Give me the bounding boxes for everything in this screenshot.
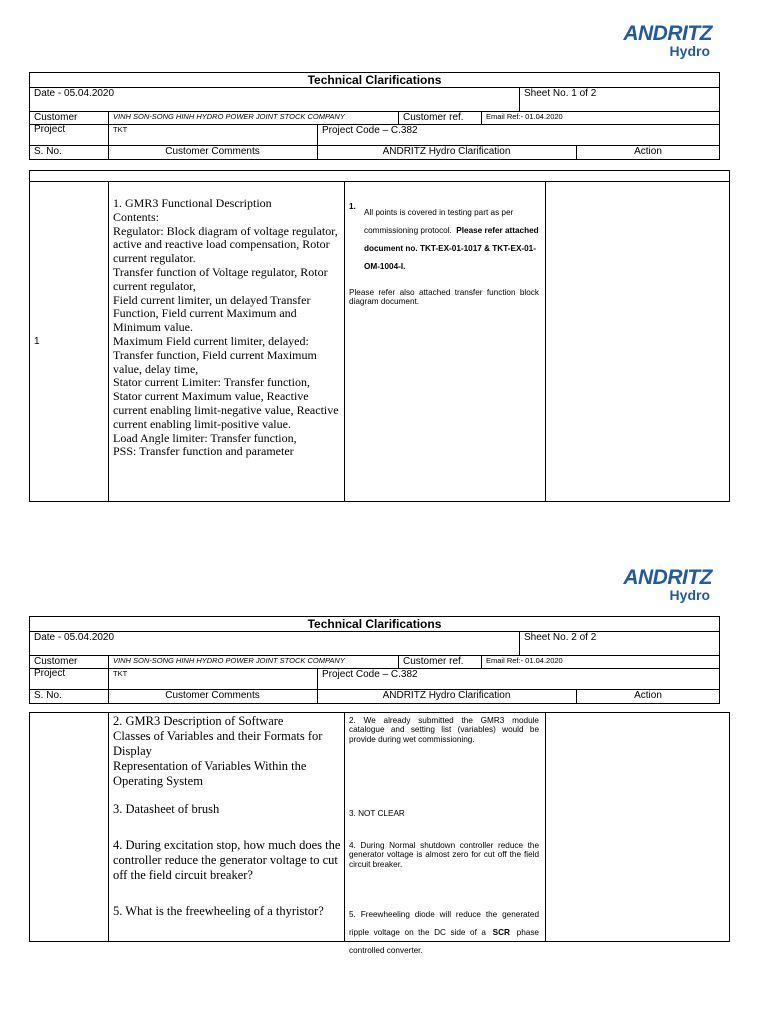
customer-comment-1 [113, 197, 341, 459]
clarification-1 [349, 202, 539, 307]
comment-line: 1. GMR3 Functional Description [113, 196, 272, 210]
comment-line: Representation of Variables Within the Operating System [113, 759, 307, 788]
logo-brand: ANDRITZ [623, 566, 712, 589]
comment-line: Regulator: Block diagram of voltage regulator, active and reactive load compensation, Rotor current regulator. [113, 223, 338, 266]
andritz-hydro-logo [620, 24, 712, 58]
customer-ref-label: Customer ref. [403, 112, 464, 123]
sheet-number: Sheet No. 2 of 2 [524, 632, 597, 643]
col-header-comments: Customer Comments [165, 146, 260, 157]
logo-division: Hydro [669, 587, 710, 603]
date-label: Date - 05.04.2020 [34, 632, 115, 643]
clarification-text: All points is covered in testing part as per commissioning protocol. [364, 208, 514, 235]
customer-comment-3: 3. Datasheet of brush [113, 802, 220, 816]
clarification-note: Please refer also attached transfer function block diagram document. [349, 288, 539, 307]
customer-value: VINH SON-SONG HINH HYDRO POWER JOINT STOCK COMPANY [113, 112, 345, 121]
comment-line: PSS: Transfer function and parameter [113, 444, 294, 459]
comment-line: Transfer function of Voltage regulator, Rotor current regulator, [113, 264, 328, 293]
comment-line: Contents: [113, 209, 160, 224]
comment-heading: 2. GMR3 Description of Software [113, 714, 284, 728]
project-label: Project [34, 668, 66, 679]
customer-comment-4: 4. During excitation stop, how much does the controller reduce the generator voltage to cut off the field circuit breaker? [113, 838, 341, 882]
project-value: TKT [113, 125, 128, 134]
logo-brand: ANDRITZ [623, 22, 712, 45]
comment-line: Load Angle limiter: Transfer function, [113, 430, 297, 445]
customer-comment-5: 5. What is the freewheeling of a thyristor? [113, 904, 324, 918]
customer-label: Customer [34, 112, 78, 123]
clarification-reference: Please refer attached document no. TKT-EX-01-1017 & TKT-EX-01-OM-1004-I. [364, 226, 539, 271]
sheet-number: Sheet No. 1 of 2 [524, 88, 597, 99]
customer-value: VINH SON-SONG HINH HYDRO POWER JOINT STOCK COMPANY [113, 656, 345, 665]
comment-line: Field current limiter, un delayed Transfer Function, Field current Maximum and Minimum value. [113, 292, 311, 335]
email-ref: Email Ref:- 01.04.2020 [486, 656, 563, 665]
customer-comment-2 [113, 714, 341, 789]
clarification-emphasis: SCR [492, 928, 510, 937]
clarification-text: phase controlled converter. [349, 928, 539, 955]
col-header-sno: S. No. [34, 146, 62, 157]
clarification-number: 1. [349, 202, 356, 211]
project-code: Project Code – C.382 [322, 125, 418, 136]
project-code: Project Code – C.382 [322, 669, 418, 680]
col-header-clarification: ANDRITZ Hydro Clarification [382, 146, 511, 157]
col-header-comments: Customer Comments [165, 690, 260, 701]
comment-line: Classes of Variables and their Formats for Display [113, 729, 323, 758]
row-sno: 1 [34, 336, 40, 347]
comment-line: Maximum Field current limiter, delayed: Transfer function, Field current Maximum value, delay time, [113, 333, 317, 376]
page-title: Technical Clarifications [307, 73, 442, 87]
logo-division: Hydro [669, 43, 710, 59]
customer-label: Customer [34, 656, 78, 667]
project-label: Project [34, 124, 66, 135]
col-header-sno: S. No. [34, 690, 62, 701]
comment-line: Stator current Limiter: Transfer function, Stator current Maximum value, Reactive current enabling limit-negative value, Reactive current enabling limit-positive value. [113, 375, 339, 431]
clarification-5 [349, 904, 539, 958]
customer-ref-label: Customer ref. [403, 656, 464, 667]
col-header-clarification: ANDRITZ Hydro Clarification [382, 690, 511, 701]
clarification-2: 2. We already submitted the GMR3 module catalogue and setting list (variables) would be provide during wet commissioning. [349, 716, 539, 744]
page-title: Technical Clarifications [307, 617, 442, 631]
clarification-text: 5. Freewheeling diode will reduce the generated ripple voltage on the DC side of a [349, 910, 539, 937]
andritz-hydro-logo [620, 568, 712, 602]
clarification-3: 3. NOT CLEAR [349, 809, 405, 818]
col-header-action: Action [634, 146, 662, 157]
project-value: TKT [113, 669, 128, 678]
clarification-4: 4. During Normal shutdown controller reduce the generator voltage is almost zero for cut off the field circuit breaker. [349, 841, 539, 869]
email-ref: Email Ref:- 01.04.2020 [486, 112, 563, 121]
col-header-action: Action [634, 690, 662, 701]
date-label: Date - 05.04.2020 [34, 88, 115, 99]
